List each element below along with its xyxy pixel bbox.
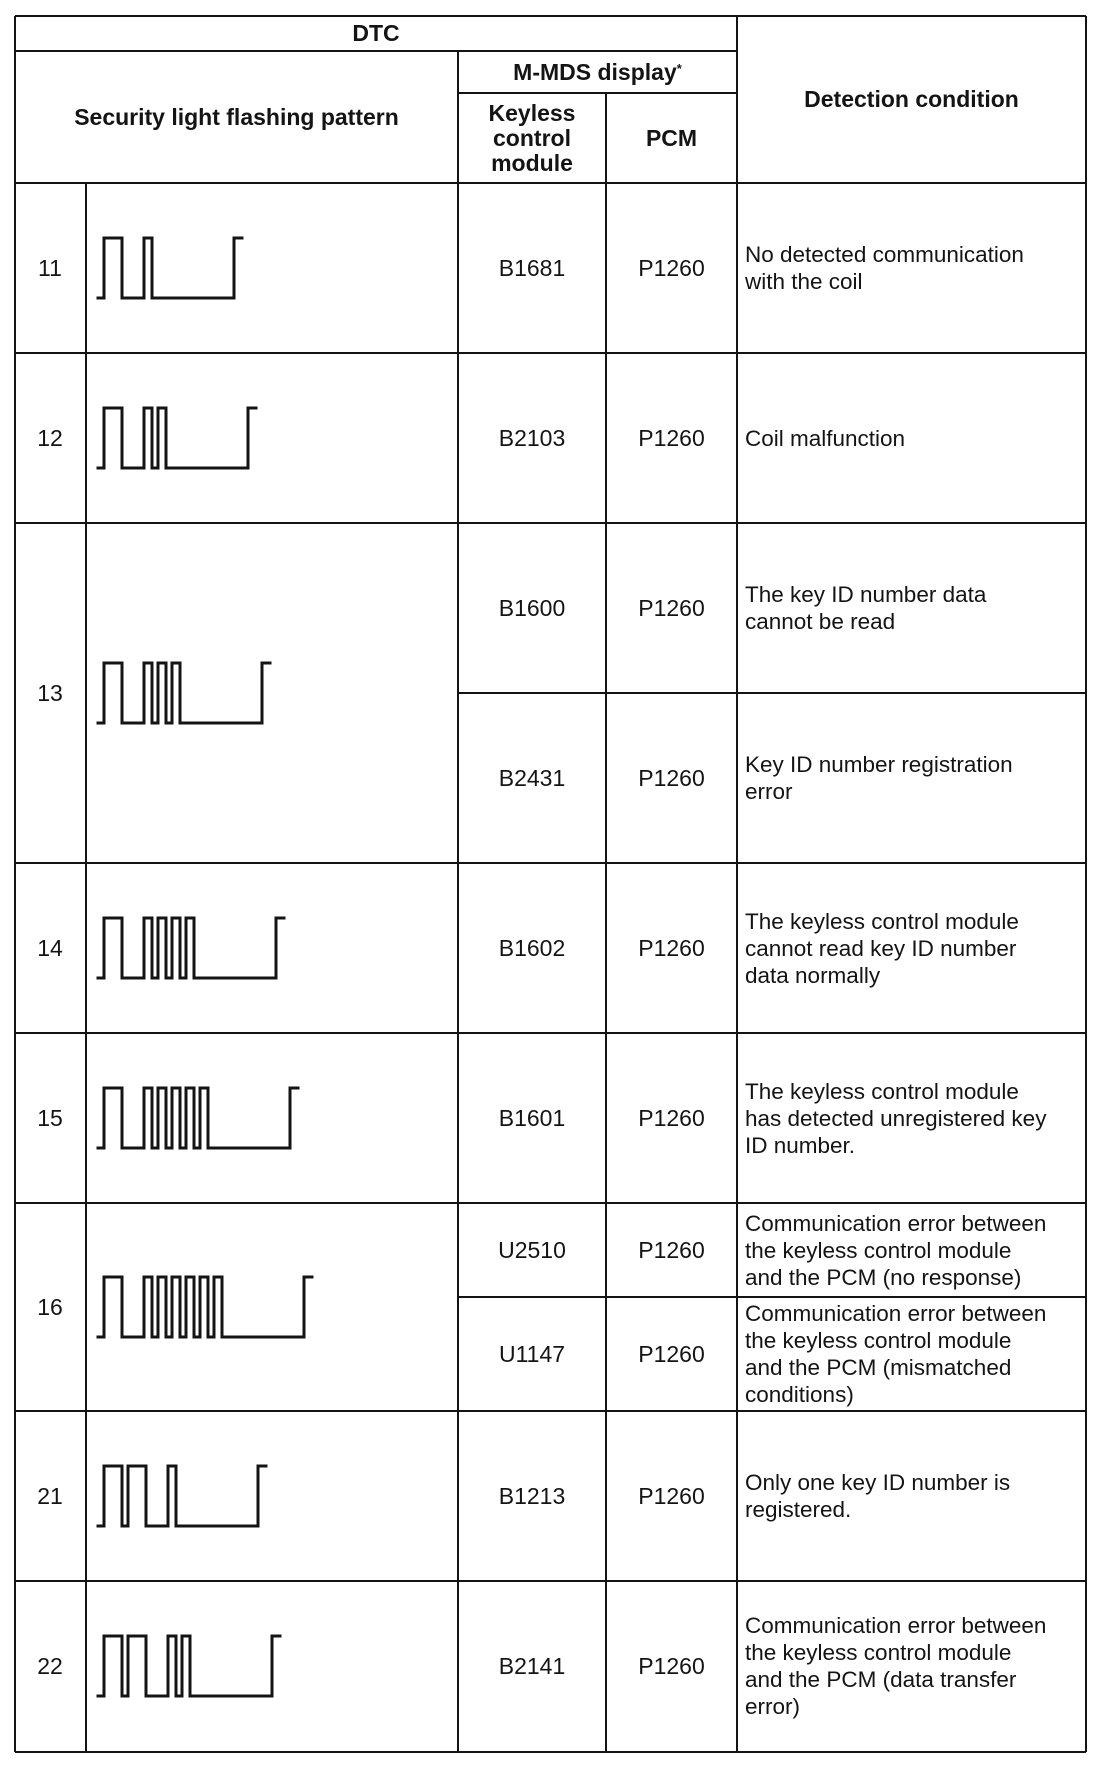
keyless-code-b1602: B1602 — [498, 934, 566, 961]
keyless-code-b1600: B1600 — [498, 594, 566, 621]
flash-pattern-12 — [87, 354, 456, 522]
header-mmds-display: M-MDS display * — [513, 58, 682, 85]
keyless-code-b2103: B2103 — [498, 424, 566, 451]
dtc-code-16: 16 — [37, 1293, 63, 1320]
detection-condition-b2103: Coil malfunction — [745, 425, 906, 451]
pcm-code-p1260: P1260 — [638, 1104, 705, 1131]
flash-pattern-15 — [87, 1034, 456, 1202]
pcm-code-p1260: P1260 — [638, 1236, 705, 1263]
keyless-code-b1601: B1601 — [498, 1104, 566, 1131]
flash-pattern-21 — [87, 1412, 456, 1580]
dtc-code-22: 22 — [37, 1652, 63, 1679]
header-dtc: DTC — [352, 19, 400, 46]
dtc-code-21: 21 — [37, 1482, 63, 1509]
flash-pattern-13 — [87, 524, 456, 862]
detection-condition-u2510: Communication error between the keyless control module and the PCM (no response) — [745, 1210, 1047, 1290]
header-pcm: PCM — [645, 124, 698, 151]
keyless-code-b2141: B2141 — [498, 1652, 566, 1679]
detection-condition-b2141: Communication error between the keyless control module and the PCM (data transfer error) — [745, 1613, 1047, 1719]
pcm-code-p1260: P1260 — [638, 1340, 705, 1367]
flash-waveform — [98, 1088, 298, 1148]
pcm-code-p1260: P1260 — [638, 1482, 705, 1509]
detection-condition-u1147: Communication error between the keyless control module and the PCM (mismatched conditions) — [745, 1301, 1047, 1407]
keyless-code-b1681: B1681 — [498, 254, 566, 281]
dtc-code-11: 11 — [38, 254, 62, 281]
header-keyless-control-module: Keyless control module — [488, 99, 576, 176]
dtc-code-12: 12 — [37, 424, 63, 451]
flash-waveform — [98, 918, 284, 978]
keyless-code-u2510: U2510 — [498, 1236, 566, 1263]
flash-waveform — [98, 1277, 312, 1337]
pcm-code-p1260: P1260 — [638, 1652, 705, 1679]
detection-condition-b1600: The key ID number data cannot be read — [745, 582, 987, 634]
header-security-light-pattern: Security light flashing pattern — [74, 103, 399, 130]
dtc-code-15: 15 — [37, 1104, 63, 1131]
keyless-code-u1147: U1147 — [498, 1340, 566, 1367]
flash-pattern-14 — [87, 864, 456, 1032]
pcm-code-p1260: P1260 — [638, 764, 705, 791]
detection-condition-b1681: No detected communication with the coil — [745, 242, 1024, 294]
dtc-code-13: 13 — [37, 679, 63, 706]
flash-waveform — [98, 1636, 280, 1696]
detection-condition-b2431: Key ID number registration error — [745, 752, 1013, 804]
flash-waveform — [98, 238, 242, 298]
pcm-code-p1260: P1260 — [638, 934, 705, 961]
flash-waveform — [98, 1466, 266, 1526]
pcm-code-p1260: P1260 — [638, 254, 705, 281]
flash-waveform — [98, 408, 256, 468]
header-detection-condition: Detection condition — [804, 85, 1019, 112]
flash-pattern-16 — [87, 1204, 456, 1410]
flash-waveform — [98, 663, 270, 723]
flash-pattern-11 — [87, 184, 456, 352]
keyless-code-b1213: B1213 — [498, 1482, 566, 1509]
pcm-code-p1260: P1260 — [638, 424, 705, 451]
detection-condition-b1602: The keyless control module cannot read key ID number data normally — [745, 908, 1019, 988]
keyless-code-b2431: B2431 — [498, 764, 566, 791]
detection-condition-b1601: The keyless control module has detected unregistered key ID number. — [745, 1078, 1047, 1158]
dtc-code-14: 14 — [37, 934, 63, 961]
flash-pattern-22 — [87, 1582, 456, 1750]
pcm-code-p1260: P1260 — [638, 594, 705, 621]
detection-condition-b1213: Only one key ID number is registered. — [745, 1470, 1011, 1522]
